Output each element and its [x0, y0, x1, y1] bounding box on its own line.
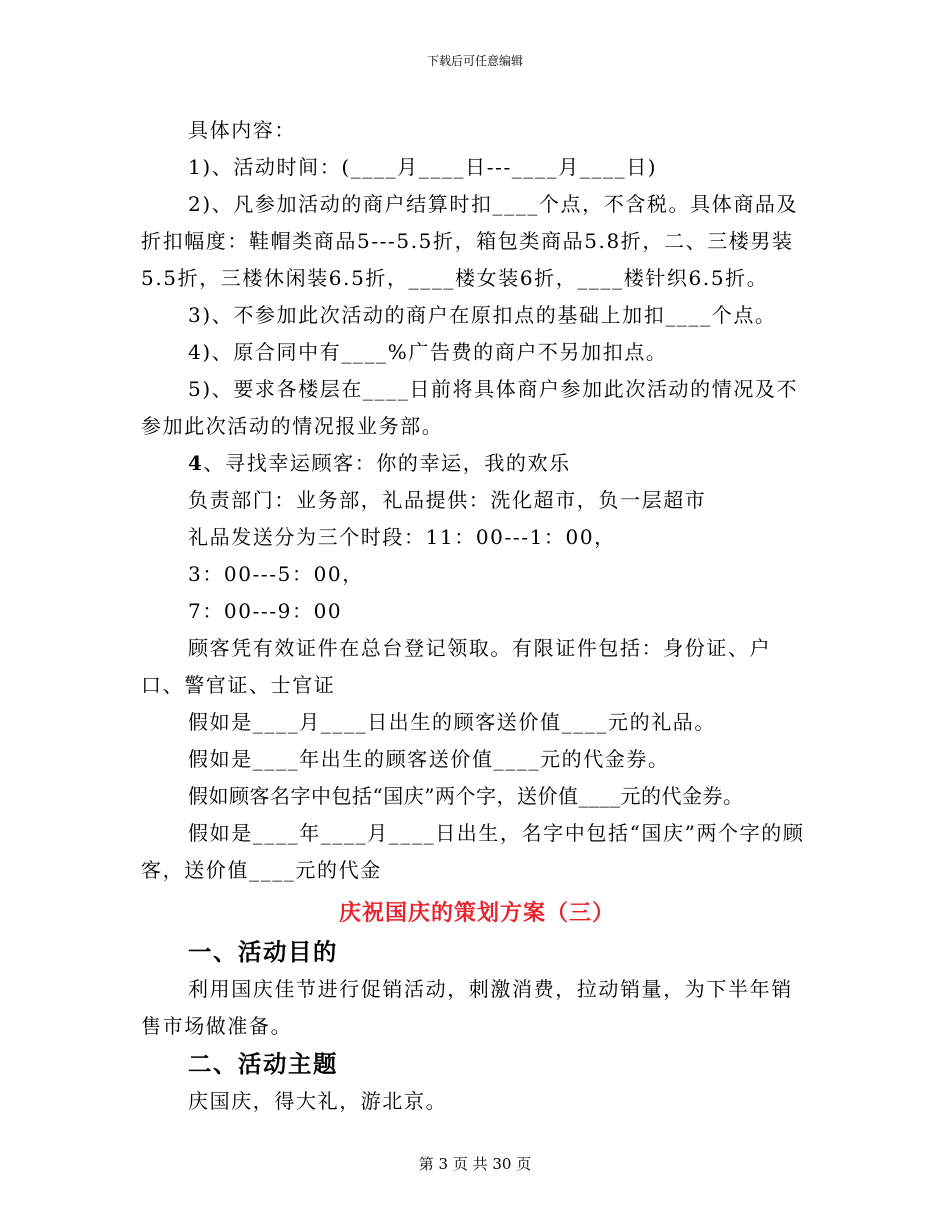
paragraph-content-label: 具体内容： — [188, 118, 296, 142]
paragraph-activity-purpose: 利用国庆佳节进行促销活动，刺激消费，拉动销量，为下半年销售市场做准备。 — [141, 977, 793, 1038]
paragraph-responsible-dept: 负责部门：业务部，礼品提供：洗化超市，负一层超市 — [188, 488, 707, 512]
page-footer-number: 第 3 页 共 30 页 — [418, 1155, 532, 1173]
heading-activity-purpose: 一、活动目的 — [188, 938, 338, 966]
page-header-note: 下载后可任意编辑 — [426, 54, 523, 68]
paragraph-time-slot-2: 3：00---5：00， — [188, 562, 364, 586]
paragraph-activity-time: 1)、活动时间：(____月____日---____月____日) — [188, 155, 658, 179]
paragraph-activity-theme: 庆国庆，得大礼，游北京。 — [188, 1089, 448, 1113]
paragraph-birthday-name-voucher: 假如是____年____月____日出生，名字中包括“国庆”两个字的顾客，送价值____元的代金 — [141, 821, 805, 882]
paragraph-floor-report: 5)、要求各楼层在____日前将具体商户参加此次活动的情况及不参加此次活动的情况报业务部。 — [141, 377, 799, 438]
paragraph-birthday-gift: 假如是____月____日出生的顾客送价值____元的礼品。 — [188, 710, 716, 734]
paragraph-time-slot-1: 礼品发送分为三个时段：11：00---1：00， — [188, 525, 616, 549]
paragraph-lucky-customer — [141, 445, 813, 482]
paragraph-birth-year-voucher: 假如是____年出生的顾客送价值____元的代金券。 — [188, 747, 670, 771]
heading-activity-theme: 二、活动主题 — [188, 1050, 338, 1078]
paragraph-ad-fee: 4)、原合同中有____%广告费的商户不另加扣点。 — [188, 340, 668, 364]
section-title: 庆祝国庆的策划方案（三） — [338, 900, 615, 926]
paragraph-discount-terms: 2)、凡参加活动的商户结算时扣____个点，不含税。具体商品及折扣幅度：鞋帽类商品5---5.5折，箱包类商品5.8折，二、三楼男装5.5折，三楼休闲装6.5折，____楼女装6折，____楼针织6.5折。 — [141, 192, 799, 290]
paragraph-time-slot-3: 7：00---9：00 — [188, 599, 343, 623]
paragraph-id-documents: 顾客凭有效证件在总台登记领取。有限证件包括：身份证、户口、警官证、士官证 — [141, 636, 772, 697]
paragraph-non-participants: 3)、不参加此次活动的商户在原扣点的基础上加扣____个点。 — [188, 303, 777, 327]
lucky-customer-number: 4 — [188, 451, 204, 475]
lucky-customer-text: 、寻找幸运顾客：你的幸运，我的欢乐 — [203, 451, 571, 475]
document-body — [141, 112, 813, 1120]
paragraph-name-voucher: 假如顾客名字中包括“国庆”两个字，送价值____元的代金券。 — [188, 784, 744, 808]
